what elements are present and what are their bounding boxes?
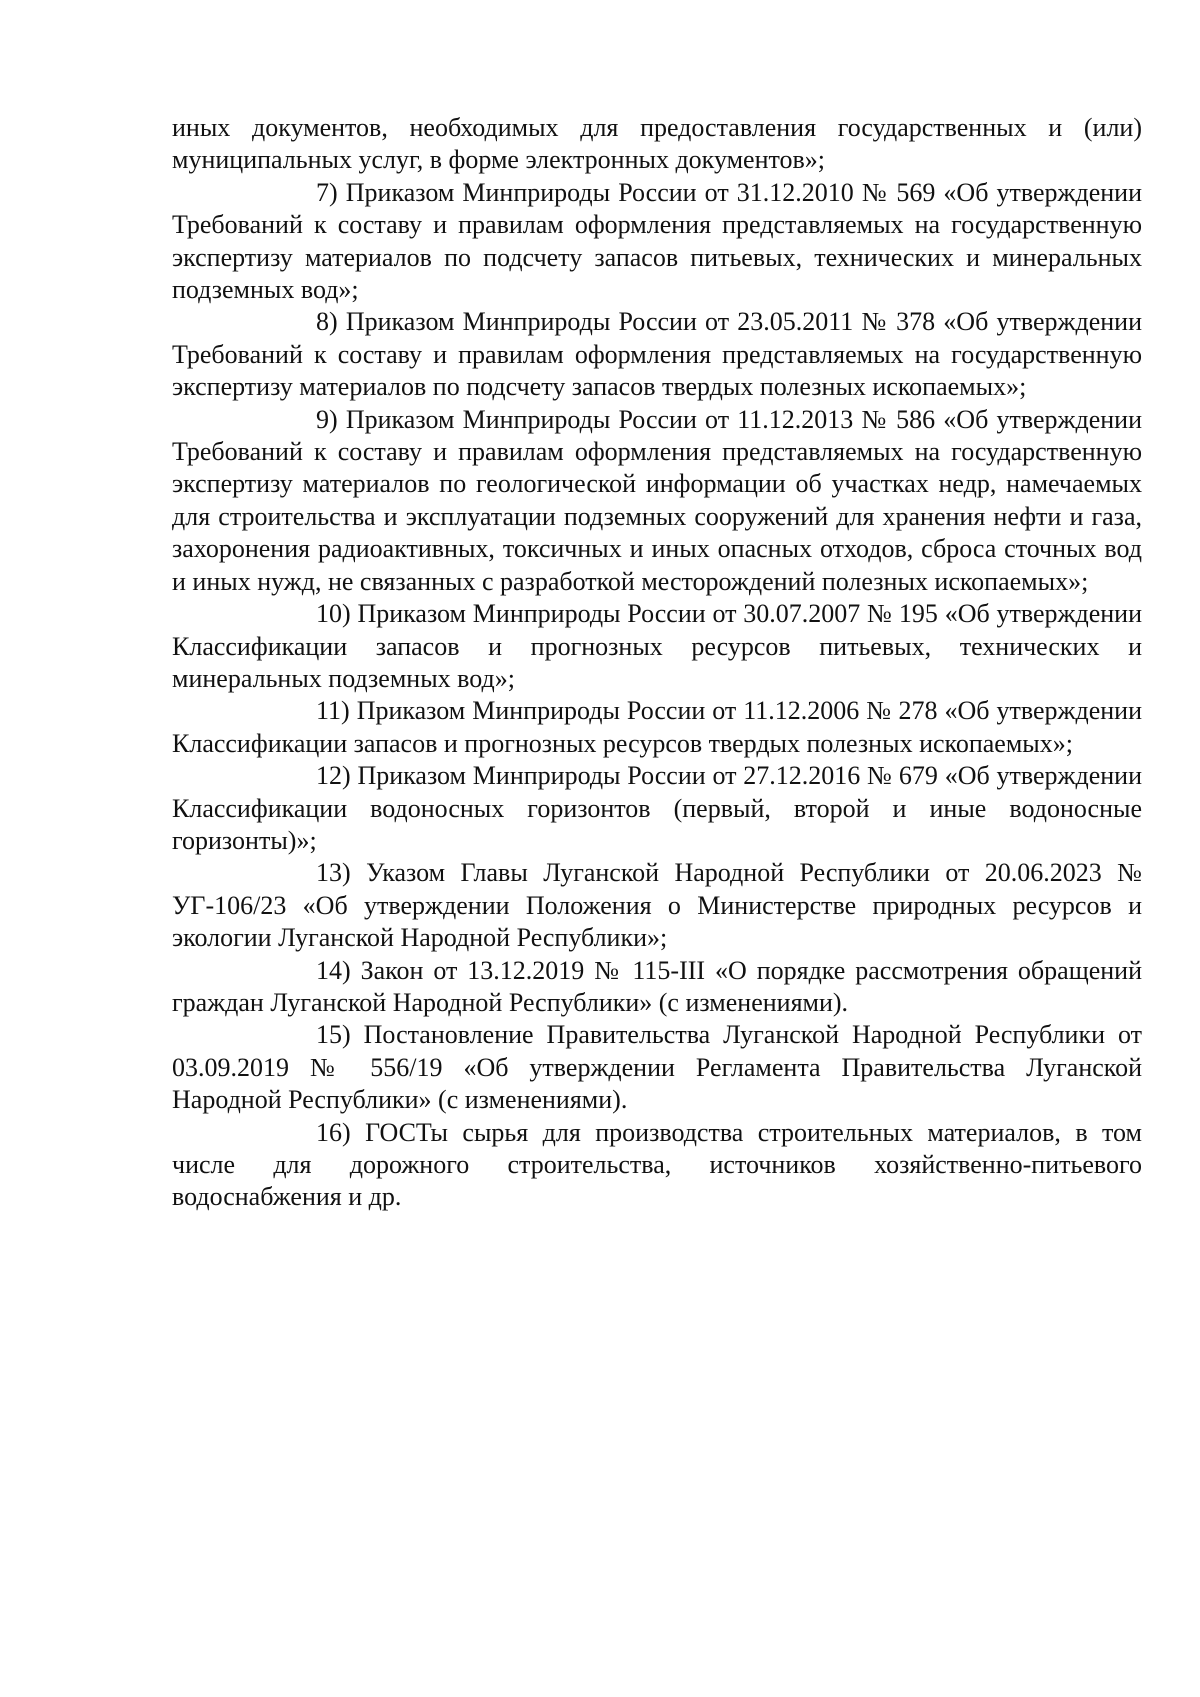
list-item-number: 7) — [316, 177, 338, 207]
list-item-11 — [172, 695, 1142, 760]
list-item-10 — [172, 598, 1142, 695]
list-item-text: Приказом Минприроды России от 11.12.2006 № 278 «Об утверждении Классификации запасов и прогнозных ресурсов твердых полезных ископаемых»; — [172, 696, 1142, 758]
list-item-number: 11) — [316, 696, 350, 726]
list-item-text: Приказом Минприроды России от 31.12.2010 № 569 «Об утверждении Требований к составу и правилам оформления представляемых на государственную экспертизу материалов по подсчету запасов питьевых, технических и минеральных подземных вод»; — [172, 177, 1143, 305]
list-item-16 — [172, 1117, 1142, 1214]
continued-paragraph — [172, 112, 1142, 177]
list-item-number: 9) — [316, 404, 338, 434]
document-page — [172, 112, 1142, 1214]
list-item-13 — [172, 857, 1142, 954]
list-item-text: Приказом Минприроды России от 30.07.2007 № 195 «Об утверждении Классификации запасов и прогнозных ресурсов питьевых, технических и минеральных подземных вод»; — [172, 599, 1143, 693]
list-item-text: ГОСТы сырья для производства строительных материалов, в том числе для дорожного строительства, источников хозяйственно-питьевого водоснабжения и др. — [172, 1117, 1143, 1212]
list-item-text: Постановление Правительства Луганской Народной Республики от 03.09.2019 № 556/19 «Об утверждении Регламента Правительства Луганской Народной Республики» (с изменениями). — [172, 1020, 1143, 1115]
list-item-number: 12) — [316, 761, 351, 791]
list-item-text: Приказом Минприроды России от 27.12.2016 № 679 «Об утверждении Классификации водоносных горизонтов (первый, второй и иные водоносные горизонты)»; — [172, 761, 1143, 855]
list-item-number: 14) — [316, 955, 351, 985]
list-item-text: Указом Главы Луганской Народной Республики от 20.06.2023 № УГ-106/23 «Об утверждении Положения о Министерстве природных ресурсов и экологии Луганской Народной Республики»; — [172, 858, 1142, 953]
list-item-number: 13) — [316, 858, 351, 888]
list-item-12 — [172, 760, 1142, 857]
list-item-7 — [172, 177, 1142, 307]
list-item-text: Приказом Минприроды России от 11.12.2013 № 586 «Об утверждении Требований к составу и правилам оформления представляемых на государственную экспертизу материалов по геологической информации об участках недр, намечаемых для строительства и эксплуатации подземных сооружений для хранения нефти и газа, захоронения радиоактивных, токсичных и иных опасных отходов, сброса сточных вод и иных нужд, не связанных с разработкой месторождений полезных ископаемых»; — [172, 404, 1142, 596]
list-item-number: 15) — [316, 1020, 351, 1050]
list-item-number: 16) — [316, 1117, 351, 1147]
list-item-8 — [172, 306, 1142, 403]
list-item-15 — [172, 1019, 1142, 1116]
paragraph-text: иных документов, необходимых для предоставления государственных и (или) муниципальных услуг, в форме электронных документов»; — [172, 113, 1142, 175]
list-item-14 — [172, 955, 1142, 1020]
list-item-text: Закон от 13.12.2019 № 115-III «О порядке рассмотрения обращений граждан Луганской Народной Республики» (с изменениями). — [172, 955, 1143, 1017]
list-item-9 — [172, 404, 1142, 598]
list-item-text: Приказом Минприроды России от 23.05.2011 № 378 «Об утверждении Требований к составу и правилам оформления представляемых на государственную экспертизу материалов по подсчету запасов твердых полезных ископаемых»; — [172, 307, 1142, 402]
list-item-number: 10) — [316, 599, 351, 629]
list-item-number: 8) — [316, 307, 338, 337]
